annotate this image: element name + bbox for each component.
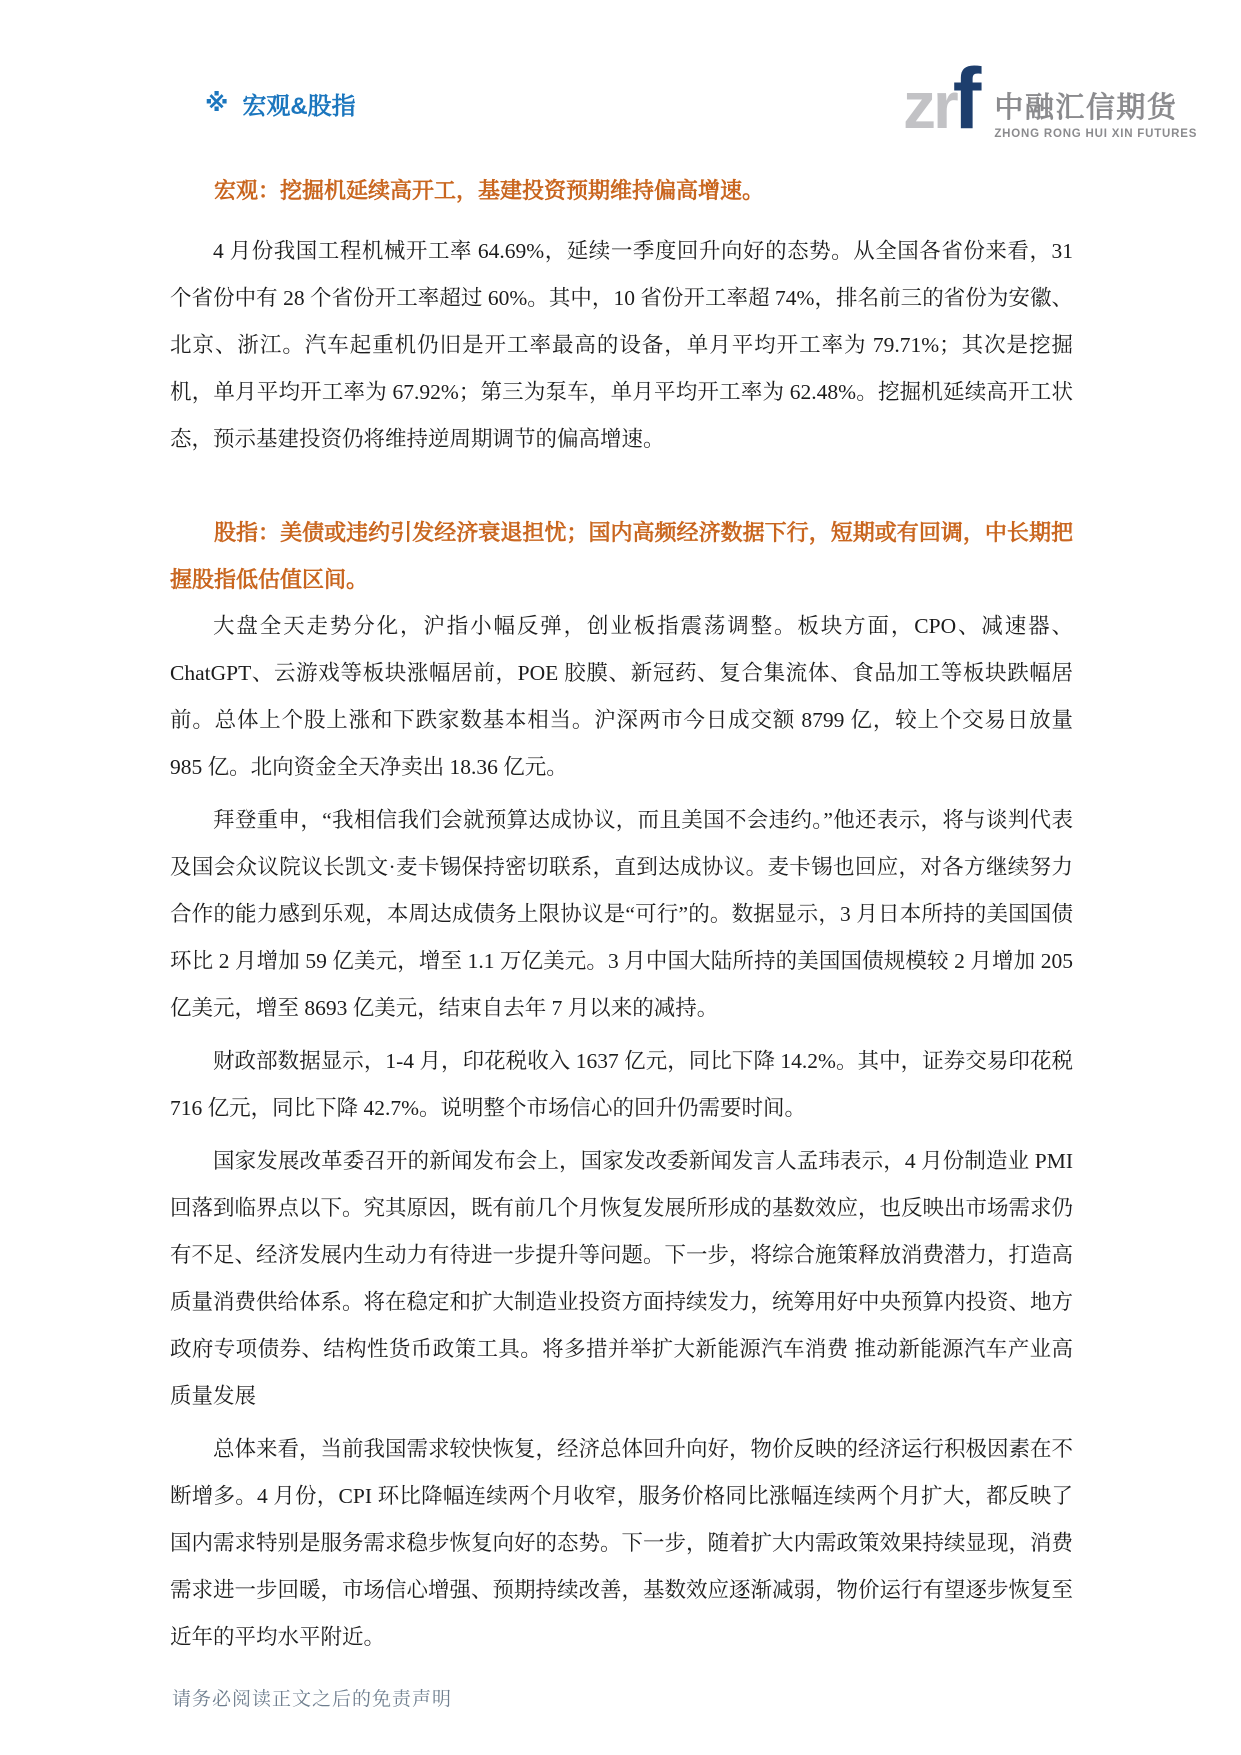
company-name-chinese: 中融汇信期货 <box>994 92 1178 125</box>
stock-index-paragraph-biden: 拜登重申，“我相信我们会就预算达成协议，而且美国不会违约。”他还表示，将与谈判代表及国会众议院议长凯文·麦卡锡保持密切联系，直到达成协议。麦卡锡也回应，对各方继续努力合作的能力感到乐观，本周达成债务上限协议是“可行”的。数据显示，3 月日本所持的美国国债环比 2 月增加 59 亿美元，增至 1.1 万亿美元。3 月中国大陆所持的美国国债规模较 2 月增加 205 亿美元，增至 8693 亿美元，结束自去年 7 月以来的减持。 <box>170 808 1073 1020</box>
reference-mark-icon: ※ <box>205 90 229 117</box>
macro-paragraph: 4 月份我国工程机械开工率 64.69%，延续一季度回升向好的态势。从全国各省份来看，31 个省份中有 28 个省份开工率超过 60%。其中，10 省份开工率超 74%，排名前三的省份为安徽、北京、浙江。汽车起重机仍旧是开工率最高的设备，单月平均开工率为 79.71%；其次是挖掘机，单月平均开工率为 67.92%；第三为泵车，单月平均开工率为 62.48%。挖掘机延续高开工状态，预示基建投资仍将维持逆周期调节的偏高增速。 <box>170 239 1073 451</box>
disclaimer-footer: 请务必阅读正文之后的免责声明 <box>172 1689 453 1710</box>
stock-index-paragraph-market: 大盘全天走势分化，沪指小幅反弹，创业板指震荡调整。板块方面，CPO、减速器、ChatGPT、云游戏等板块涨幅居前，POE 胶膜、新冠药、复合集流体、食品加工等板块跌幅居前。总体上个股上涨和下跌家数基本相当。沪深两市今日成交额 8799 亿，较上个交易日放量 985 亿。北向资金全天净卖出 18.36 亿元。 <box>170 614 1073 779</box>
logo-zr-letters: zr <box>903 68 956 142</box>
stock-index-paragraph-overall: 总体来看，当前我国需求较快恢复，经济总体回升向好，物价反映的经济运行积极因素在不断增多。4 月份，CPI 环比降幅连续两个月收窄，服务价格同比涨幅连续两个月扩大，都反映了国内需求特别是服务需求稳步恢复向好的态势。下一步，随着扩大内需政策效果持续显现，消费需求进一步回暖，市场信心增强、预期持续改善，基数效应逐渐减弱，物价运行有望逐步恢复至近年的平均水平附近。 <box>170 1437 1074 1649</box>
company-name-english: ZHONG RONG HUI XIN FUTURES <box>994 128 1198 140</box>
stock-index-paragraph-ndrc: 国家发展改革委召开的新闻发布会上，国家发改委新闻发言人孟玮表示，4 月份制造业 PMI 回落到临界点以下。究其原因，既有前几个月恢复发展所形成的基数效应，也反映出市场需求仍有不足、经济发展内生动力有待进一步提升等问题。下一步，将综合施策释放消费潜力，打造高质量消费供给体系。将在稳定和扩大制造业投资方面持续发力，统筹用好中央预算内投资、地方政府专项债券、结构性货币政策工具。将多措并举扩大新能源汽车消费 推动新能源汽车产业高质量发展 <box>170 1149 1074 1408</box>
company-logo <box>903 51 1198 147</box>
zrf-logo-icon <box>903 51 982 147</box>
macro-section-heading: 宏观：挖掘机延续高开工，基建投资预期维持偏高增速。 <box>214 178 765 203</box>
logo-f-letter: f <box>952 51 982 147</box>
section-tag <box>205 86 356 121</box>
report-body <box>170 176 1073 1661</box>
stock-index-paragraph-mof: 财政部数据显示，1-4 月，印花税收入 1637 亿元，同比下降 14.2%。其中，证券交易印花税 716 亿元，同比下降 42.7%。说明整个市场信心的回升仍需要时间。 <box>170 1049 1073 1120</box>
stock-index-section-heading: 股指：美债或违约引发经济衰退担忧；国内高频经济数据下行，短期或有回调，中长期把握股指低估值区间。 <box>170 520 1073 592</box>
section-tag-label: 宏观&股指 <box>242 93 356 120</box>
company-name-block <box>994 93 1197 142</box>
